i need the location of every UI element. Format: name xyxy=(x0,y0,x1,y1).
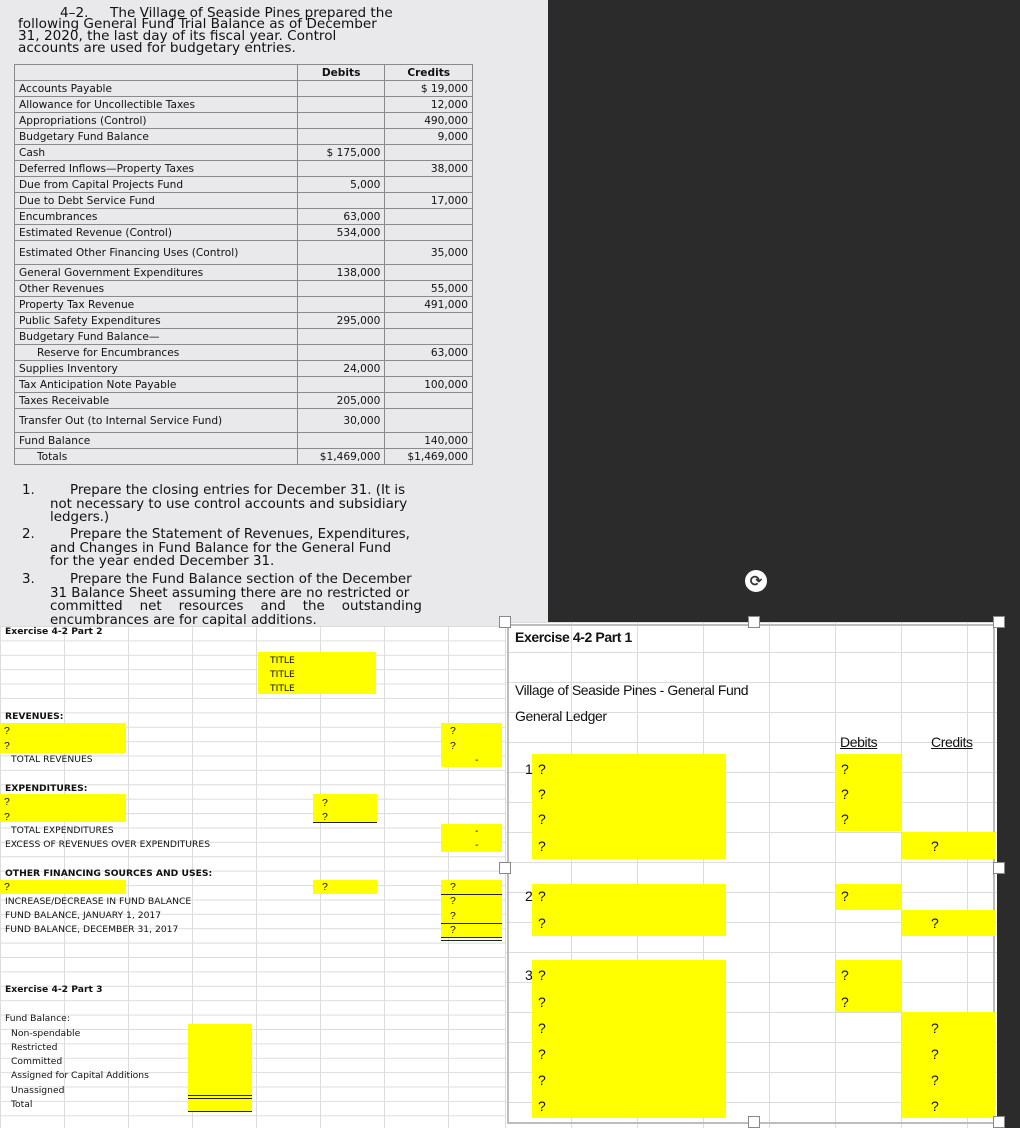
table-row xyxy=(15,449,473,465)
total-revenues-label: TOTAL REVENUES xyxy=(11,754,93,765)
placeholder: ? xyxy=(4,796,10,808)
revenues-heading: REVENUES: xyxy=(5,711,64,722)
table-row xyxy=(15,225,473,241)
debit-amount xyxy=(297,241,385,265)
account-name: Allowance for Uncollectible Taxes xyxy=(15,97,298,113)
table-row xyxy=(15,113,473,129)
debit-amount xyxy=(297,281,385,297)
placeholder: ? xyxy=(450,881,456,893)
entry-number: 3 xyxy=(525,967,533,983)
account-name: Other Revenues xyxy=(15,281,298,297)
placeholder: ? xyxy=(931,1046,939,1062)
placeholder: ? xyxy=(450,740,456,752)
total-revenues-highlight[interactable] xyxy=(441,753,502,767)
credits-column-header: Credits xyxy=(931,734,973,750)
credit-amount: 12,000 xyxy=(385,97,473,113)
credit-amount: 55,000 xyxy=(385,281,473,297)
entity-title: Village of Seaside Pines - General Fund xyxy=(515,682,749,698)
placeholder: ? xyxy=(538,1020,546,1036)
credit-amount xyxy=(385,177,473,193)
spreadsheet-part2-part3 xyxy=(0,626,505,1128)
resize-handle[interactable] xyxy=(499,862,511,874)
placeholder: ? xyxy=(841,811,849,827)
title-line: TITLE xyxy=(270,669,295,680)
revenue-input-highlight[interactable] xyxy=(0,723,126,753)
account-name: Due from Capital Projects Fund xyxy=(15,177,298,193)
account-name: Property Tax Revenue xyxy=(15,297,298,313)
part3-heading: Fund Balance: xyxy=(5,1013,70,1024)
credit-amount: $1,469,000 xyxy=(385,449,473,465)
debit-amount xyxy=(297,113,385,129)
placeholder: ? xyxy=(538,811,546,827)
placeholder: ? xyxy=(931,1020,939,1036)
problem-line: following General Fund Trial Balance as of December xyxy=(18,16,377,32)
credit-amount: 17,000 xyxy=(385,193,473,209)
part3-item: Restricted xyxy=(11,1042,58,1053)
placeholder: ? xyxy=(4,811,10,823)
requirement-text: and Changes in Fund Balance for the General Fund xyxy=(50,540,392,556)
account-name: Totals xyxy=(15,449,298,465)
debits-column-header: Debits xyxy=(840,734,878,750)
placeholder: ? xyxy=(841,786,849,802)
placeholder: ? xyxy=(538,786,546,802)
credit-amount xyxy=(385,393,473,409)
debit-amount: $1,469,000 xyxy=(297,449,385,465)
title-line: TITLE xyxy=(270,655,295,666)
credit-amount xyxy=(385,209,473,225)
placeholder: ? xyxy=(931,838,939,854)
credit-amount: 100,000 xyxy=(385,377,473,393)
credit-amount xyxy=(385,361,473,377)
requirement-number: 3. xyxy=(22,572,35,587)
part3-item: Assigned for Capital Additions xyxy=(11,1070,149,1081)
expenditures-heading: EXPENDITURES: xyxy=(5,783,88,794)
debit-amount xyxy=(297,193,385,209)
problem-line: accounts are used for budgetary entries. xyxy=(18,40,296,56)
fb-end-label: FUND BALANCE, DECEMBER 31, 2017 xyxy=(5,924,179,935)
account-name: General Government Expenditures xyxy=(15,265,298,281)
resize-handle[interactable] xyxy=(748,1116,760,1128)
placeholder: ? xyxy=(4,740,10,752)
table-row xyxy=(15,329,473,345)
table-row xyxy=(15,281,473,297)
requirement-text: for the year ended December 31. xyxy=(50,554,275,569)
debit-amount: 295,000 xyxy=(297,313,385,329)
ledger-title: General Ledger xyxy=(515,708,607,724)
problem-line: 31, 2020, the last day of its fiscal year. Control xyxy=(18,28,337,44)
credit-amount: 63,000 xyxy=(385,345,473,361)
part3-label: Exercise 4-2 Part 3 xyxy=(5,984,103,995)
placeholder: ? xyxy=(538,967,546,983)
placeholder: ? xyxy=(538,761,546,777)
excess-label: EXCESS OF REVENUES OVER EXPENDITURES xyxy=(5,839,211,850)
placeholder: ? xyxy=(538,1072,546,1088)
table-header-row xyxy=(15,65,473,81)
debit-amount: 24,000 xyxy=(297,361,385,377)
placeholder: ? xyxy=(4,725,10,737)
requirement-text: ledgers.) xyxy=(50,510,110,525)
table-row xyxy=(15,409,473,433)
total-expenditures-highlight[interactable] xyxy=(441,824,502,852)
debit-amount: 5,000 xyxy=(297,177,385,193)
placeholder: ? xyxy=(322,797,328,809)
placeholder: ? xyxy=(538,1046,546,1062)
placeholder: ? xyxy=(841,888,849,904)
expenditure-input-highlight[interactable] xyxy=(0,794,126,822)
table-row xyxy=(15,129,473,145)
total-expenditures-label: TOTAL EXPENDITURES xyxy=(11,825,114,836)
account-name: Transfer Out (to Internal Service Fund) xyxy=(15,409,298,433)
debit-amount: 534,000 xyxy=(297,225,385,241)
refresh-icon[interactable]: ⟳ xyxy=(745,570,767,592)
entry1-account-highlight[interactable] xyxy=(532,754,726,859)
part3-item: Committed xyxy=(11,1056,63,1067)
table-row xyxy=(15,209,473,225)
placeholder: ? xyxy=(450,924,456,936)
part3-item: Non-spendable xyxy=(11,1028,81,1039)
requirement-text: encumbrances are for capital additions. xyxy=(50,612,317,626)
requirement-number: 2. xyxy=(22,527,35,542)
placeholder: ? xyxy=(4,881,10,893)
table-row xyxy=(15,81,473,97)
requirement-text: committed net resources and the outstanding xyxy=(50,599,422,614)
debit-amount xyxy=(297,377,385,393)
table-row xyxy=(15,393,473,409)
placeholder: ? xyxy=(450,895,456,907)
credit-amount: 491,000 xyxy=(385,297,473,313)
credit-amount xyxy=(385,329,473,345)
other-financing-heading: OTHER FINANCING SOURCES AND USES: xyxy=(5,868,213,879)
placeholder: ? xyxy=(931,915,939,931)
table-row xyxy=(15,377,473,393)
entry3-credit-highlight[interactable] xyxy=(902,1012,995,1118)
table-row xyxy=(15,97,473,113)
credit-amount xyxy=(385,313,473,329)
entry3-account-highlight[interactable] xyxy=(532,960,726,1118)
resize-handle[interactable] xyxy=(993,1116,1005,1128)
dash: - xyxy=(475,825,479,837)
debit-amount xyxy=(297,81,385,97)
placeholder: ? xyxy=(538,915,546,931)
placeholder: ? xyxy=(538,994,546,1010)
requirement-text: Prepare the Fund Balance section of the December xyxy=(70,572,412,587)
entry-number: 1 xyxy=(525,761,533,777)
account-name: Appropriations (Control) xyxy=(15,113,298,129)
part2-label: Exercise 4-2 Part 2 xyxy=(5,626,103,637)
credit-amount: $ 19,000 xyxy=(385,81,473,97)
spreadsheet-part1 xyxy=(505,622,997,1128)
debit-amount: $ 175,000 xyxy=(297,145,385,161)
debit-amount: 138,000 xyxy=(297,265,385,281)
placeholder: ? xyxy=(841,994,849,1010)
table-row xyxy=(15,313,473,329)
placeholder: ? xyxy=(931,1072,939,1088)
resize-handle[interactable] xyxy=(748,616,760,628)
account-name: Budgetary Fund Balance— xyxy=(15,329,298,345)
other-financing-input-highlight[interactable] xyxy=(0,880,126,894)
account-name: Encumbrances xyxy=(15,209,298,225)
debit-amount: 63,000 xyxy=(297,209,385,225)
table-row xyxy=(15,193,473,209)
table-row xyxy=(15,145,473,161)
fb-begin-label: FUND BALANCE, JANUARY 1, 2017 xyxy=(5,910,162,921)
table-row xyxy=(15,265,473,281)
requirement-number: 1. xyxy=(22,483,35,498)
credit-amount: 9,000 xyxy=(385,129,473,145)
account-name: Public Safety Expenditures xyxy=(15,313,298,329)
resize-handle[interactable] xyxy=(993,616,1005,628)
account-name: Fund Balance xyxy=(15,433,298,449)
debit-amount xyxy=(297,345,385,361)
placeholder: ? xyxy=(322,811,328,823)
account-name: Reserve for Encumbrances xyxy=(15,345,298,361)
table-row xyxy=(15,177,473,193)
part3-item: Total xyxy=(11,1099,33,1110)
placeholder: ? xyxy=(450,910,456,922)
credit-amount: 140,000 xyxy=(385,433,473,449)
part1-label: Exercise 4-2 Part 1 xyxy=(515,629,632,645)
credit-amount: 490,000 xyxy=(385,113,473,129)
placeholder: ? xyxy=(538,888,546,904)
table-row xyxy=(15,161,473,177)
placeholder: ? xyxy=(841,967,849,983)
placeholder: ? xyxy=(538,1098,546,1114)
account-name: Taxes Receivable xyxy=(15,393,298,409)
problem-line: 4–2. The Village of Seaside Pines prepared the xyxy=(60,5,393,21)
requirement-text: not necessary to use control accounts and subsidiary xyxy=(50,496,408,512)
requirement-text: Prepare the Statement of Revenues, Expenditures, xyxy=(70,527,410,542)
trial-balance-table xyxy=(14,64,473,465)
entry2-account-highlight[interactable] xyxy=(532,884,726,936)
resize-handle[interactable] xyxy=(993,862,1005,874)
placeholder: ? xyxy=(841,761,849,777)
debit-amount xyxy=(297,129,385,145)
account-name: Accounts Payable xyxy=(15,81,298,97)
textbook-scan xyxy=(0,0,548,626)
debit-amount: 30,000 xyxy=(297,409,385,433)
account-name: Cash xyxy=(15,145,298,161)
debit-amount: 205,000 xyxy=(297,393,385,409)
account-name: Budgetary Fund Balance xyxy=(15,129,298,145)
debit-amount xyxy=(297,329,385,345)
entry1-credit-highlight[interactable] xyxy=(902,832,995,859)
table-row xyxy=(15,345,473,361)
credit-amount: 38,000 xyxy=(385,161,473,177)
entry-number: 2 xyxy=(525,888,533,904)
credit-amount xyxy=(385,265,473,281)
account-name: Estimated Revenue (Control) xyxy=(15,225,298,241)
part3-item: Unassigned xyxy=(11,1085,65,1096)
placeholder: ? xyxy=(931,1098,939,1114)
account-name: Supplies Inventory xyxy=(15,361,298,377)
account-name: Tax Anticipation Note Payable xyxy=(15,377,298,393)
credit-amount xyxy=(385,145,473,161)
title-line: TITLE xyxy=(270,683,295,694)
table-row xyxy=(15,433,473,449)
credit-amount: 35,000 xyxy=(385,241,473,265)
debits-header: Debits xyxy=(297,65,385,81)
dash: - xyxy=(475,839,479,851)
dash: - xyxy=(475,754,479,766)
account-name: Deferred Inflows—Property Taxes xyxy=(15,161,298,177)
credits-header: Credits xyxy=(385,65,473,81)
debit-amount xyxy=(297,433,385,449)
debit-amount xyxy=(297,97,385,113)
credit-amount xyxy=(385,409,473,433)
resize-handle[interactable] xyxy=(499,616,511,628)
placeholder: ? xyxy=(450,725,456,737)
account-name: Estimated Other Financing Uses (Control) xyxy=(15,241,298,265)
requirement-text: 31 Balance Sheet assuming there are no restricted or xyxy=(50,585,410,601)
credit-amount xyxy=(385,225,473,241)
increase-label: INCREASE/DECREASE IN FUND BALANCE xyxy=(5,896,192,907)
table-row xyxy=(15,361,473,377)
table-row xyxy=(15,241,473,265)
placeholder: ? xyxy=(538,838,546,854)
account-name: Due to Debt Service Fund xyxy=(15,193,298,209)
entry2-credit-highlight[interactable] xyxy=(902,910,995,936)
debit-amount xyxy=(297,297,385,313)
debit-amount xyxy=(297,161,385,177)
requirement-text: Prepare the closing entries for December 31. (It is xyxy=(70,483,406,498)
placeholder: ? xyxy=(322,881,328,893)
table-row xyxy=(15,297,473,313)
